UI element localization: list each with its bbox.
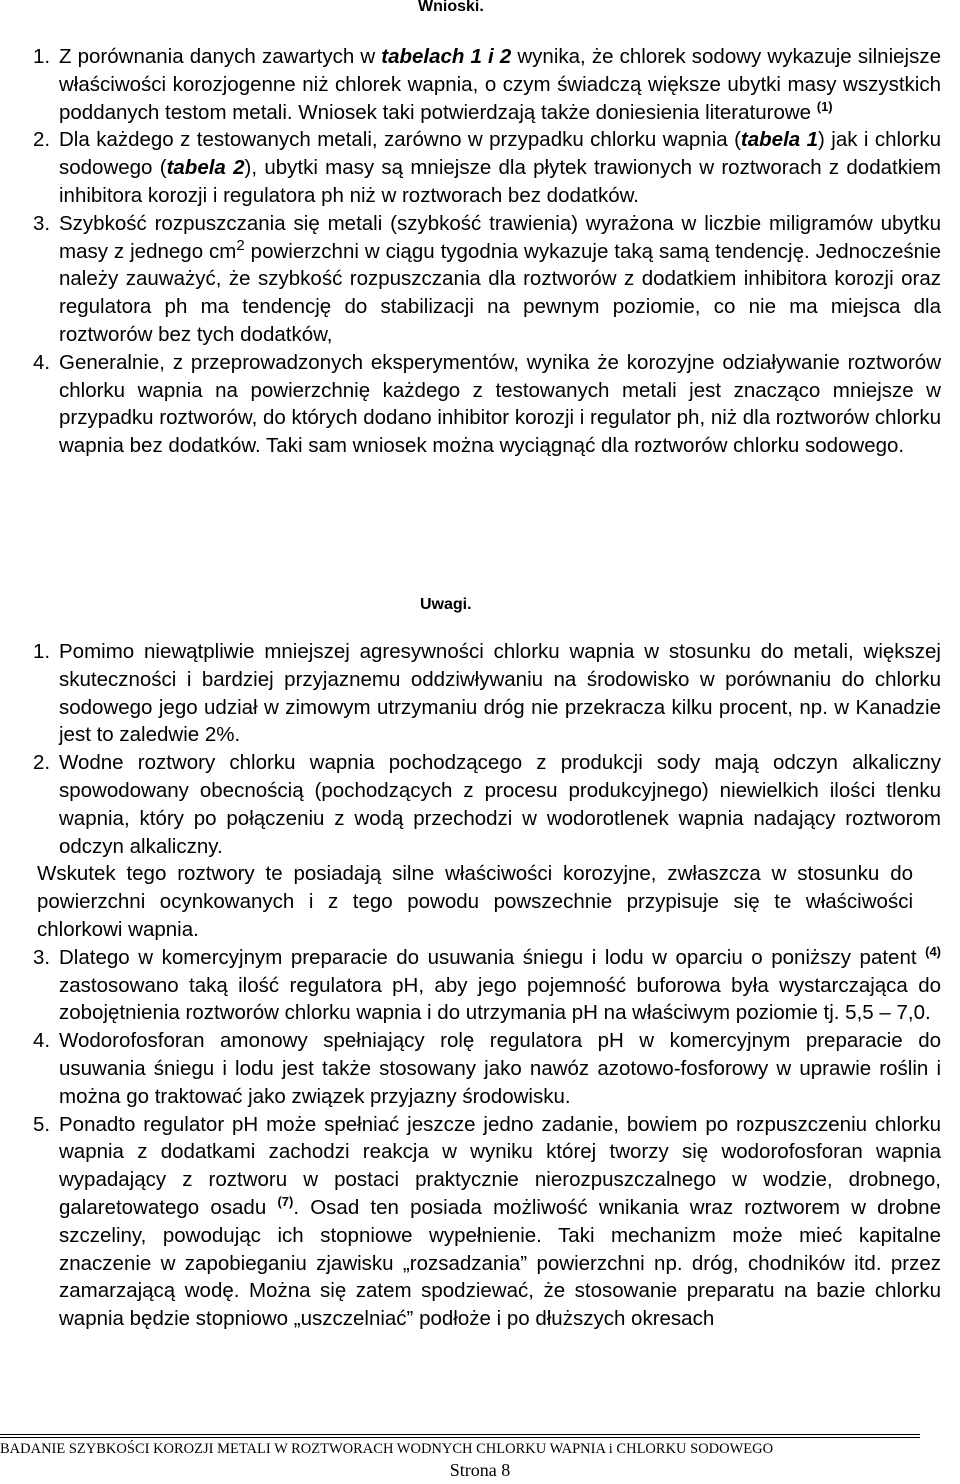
footer-divider xyxy=(0,1434,920,1435)
remark-item-5 xyxy=(33,1111,941,1333)
section-heading-wnioski: Wnioski. xyxy=(418,0,484,15)
footer-title: BADANIE SZYBKOŚCI KOROZJI METALI W ROZTWORACH WODNYCH CHLORKU WAPNIA i CHLORKU SODOWEGO xyxy=(0,1441,774,1457)
conclusion-item-2 xyxy=(33,126,941,209)
item-number: 4. xyxy=(33,1029,51,1053)
superscript: 2 xyxy=(236,236,245,254)
table-reference: tabela 2 xyxy=(166,156,245,180)
item-text: zastosowano taką ilość regulatora pH, aby jego pojemność buforowa była wystarczająca do zobojętnienia roztworów chlorku wapnia i do utrzymania pH na właściwym poziomie tj. 5,5 – 7,0. xyxy=(59,973,941,1025)
remark-item-3 xyxy=(33,943,941,1027)
item-number: 5. xyxy=(33,1112,51,1136)
item-number: 3. xyxy=(33,211,51,235)
citation-ref: (1) xyxy=(816,98,833,114)
page-number: Strona 8 xyxy=(449,1460,511,1480)
item-text: Pomimo niewątpliwie mniejszej agresywności chlorku wapnia w stosunku do metali, większej skuteczności i bardziej przyjaznemu oddziwływaniu na środowisko w porównaniu do chlorku sodowego jego udział w zimowym utrzymaniu dróg nie przekracza kilku procent, np. w Kanadzie jest to zaledwie 2%. xyxy=(59,640,941,747)
item-text: Wodne roztwory chlorku wapnia pochodzącego z produkcji sody mają odczyn alkaliczny spowodowany obecnością (pochodzących z procesu produkcyjnego) niewielkich ilości tlenku wapnia, który po połączeniu z wodą przechodzi w wodorotlenek wapnia nadający roztworom odczyn alkaliczny. xyxy=(59,751,941,858)
table-reference: tabela 1 xyxy=(740,128,819,152)
remark-item-2 xyxy=(33,749,941,860)
item-text: ), ubytki masy są mniejsze dla płytek trawionych w roztworach z dodatkiem inhibitora korozji i regulatora ph niż w roztworach bez dodatków. xyxy=(59,156,941,207)
item-text: . Osad ten posiada możliwość wnikania wraz roztworem w drobne szczeliny, powodując ich stopniowe wypełnienie. Taki mechanizm może mieć kapitalne znaczenie w zapobieganiu zjawisku „rozsadzania” powierzchni np. dróg, chodników itd. przez zamarzającą wodę. Można się zatem spodziewać, że stosowanie preparatu na bazie chlorku wapnia będzie stopniowo „uszczelniać” podłoże i po dłuższych okresach xyxy=(59,1195,941,1331)
conclusion-item-3 xyxy=(33,210,941,349)
conclusions-list xyxy=(33,43,941,460)
item-text: Ponadto regulator pH może spełniać jeszcze jedno zadanie, bowiem po rozpuszczeniu chlorku wapnia z dodatkami zachodzi reakcja w wyniku której tworzy się wodorofosforan wapnia wypadający z roztworu w postaci praktycznie nierozpuszczalnego w wodzie, drobnego, galaretowatego osadu xyxy=(59,1112,941,1219)
item-number: 2. xyxy=(33,751,51,775)
footer-divider-double xyxy=(0,1437,920,1438)
remark-item-1 xyxy=(33,638,941,749)
conclusion-item-1 xyxy=(33,43,941,126)
item-number: 4. xyxy=(33,350,51,374)
item-number: 1. xyxy=(33,640,51,663)
item-text: ) jak i chlorku sodowego ( xyxy=(59,128,941,180)
table-reference: tabelach 1 i 2 xyxy=(381,45,512,68)
remark-item-2-continuation: Wskutek tego roztwory te posiadają silne właściwości korozyjne, zwłaszcza w stosunku do powierzchni ocynkowanych i z tego powodu powszechnie przypisuje się te właściwości chlorkowi wapnia. xyxy=(37,862,913,941)
item-text: Generalnie, z przeprowadzonych eksperymentów, wynika że korozyjne odziaływanie roztworów chlorku wapnia na powierzchnię każdego z testowanych metali jest znacząco mniejsze w przypadku roztworów, do których dodano inhibitor korozji i regulator ph, niż dla roztworów chlorku wapnia bez dodatków. Taki sam wniosek można wyciągnąć dla roztworów chlorku sodowego. xyxy=(59,350,941,458)
item-text: Z porównania danych zawartych w xyxy=(59,45,382,68)
item-text: Szybkość rozpuszczania się metali (szybkość trawienia) wyrażona w liczbie miligramów ubytku masy z jednego cm xyxy=(59,211,941,263)
section-heading-uwagi: Uwagi. xyxy=(420,596,472,613)
item-text: Wodorofosforan amonowy spełniający rolę regulatora pH w komercyjnym preparacie do usuwania śniegu i lodu jest także stosowany jako nawóz azotowo-fosforowy w uprawie roślin i można go traktować jako związek przyjazny środowisku. xyxy=(59,1029,941,1108)
item-text: Dla każdego z testowanych metali, zarówno w przypadku chlorku wapnia ( xyxy=(59,128,741,152)
citation-ref: (7) xyxy=(277,1193,294,1209)
item-number: 3. xyxy=(33,945,51,969)
item-text: wynika, że chlorek sodowy wykazuje silniejsze właściwości korozjogenne niż chlorek wapnia, o czym świadczą większe ubytki masy wszystkich poddanych testom metali. Wniosek taki potwierdzają także doniesienia literaturowe xyxy=(59,45,941,124)
item-number: 2. xyxy=(33,128,51,152)
item-text: Dlatego w komercyjnym preparacie do usuwania śniegu i lodu w oparciu o poniższy patent xyxy=(59,945,926,969)
conclusion-item-4 xyxy=(33,349,941,460)
citation-ref: (4) xyxy=(925,943,941,959)
remarks-list xyxy=(33,638,941,1333)
remark-item-4 xyxy=(33,1027,941,1110)
item-number: 1. xyxy=(33,45,51,68)
item-text: powierzchni w ciągu tygodnia wykazuje taką samą tendencję. Jednocześnie należy zauważyć, że szybkość rozpuszczania dla roztworów z dodatkiem inhibitora korozji oraz regulatora ph ma tendencję do stabilizacji na pewnym poziomie, co nie ma miejsca dla roztworów bez tych dodatków, xyxy=(59,239,941,346)
